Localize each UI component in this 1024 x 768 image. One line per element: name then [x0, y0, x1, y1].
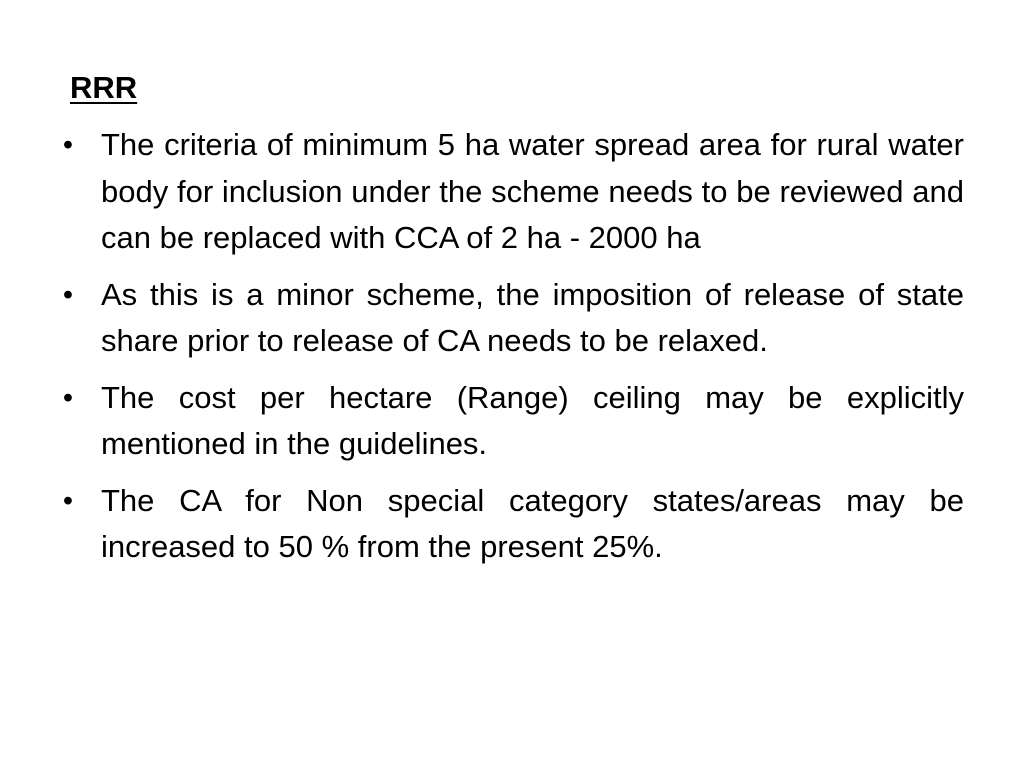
slide-heading: RRR	[70, 70, 138, 105]
bullet-icon: •	[62, 381, 74, 414]
bullet-item	[58, 375, 964, 468]
bullet-item	[58, 478, 964, 571]
bullet-text: The criteria of minimum 5 ha water spread area for rural water body for inclusion under the scheme needs to be reviewed and can be replaced with CCA of 2 ha - 2000 ha	[101, 127, 964, 255]
bullet-icon: •	[62, 129, 74, 161]
bullet-icon: •	[62, 278, 74, 311]
bullet-text: The cost per hectare (Range) ceiling may be explicitly mentioned in the guidelines.	[101, 379, 964, 461]
bullet-list	[58, 122, 964, 581]
bullet-item	[58, 272, 964, 365]
bullet-item	[58, 122, 964, 262]
bullet-text: As this is a minor scheme, the imposition of release of state share prior to release of CA needs to be relaxed.	[101, 276, 964, 358]
bullet-icon: •	[62, 484, 74, 517]
bullet-text: The CA for Non special category states/areas may be increased to 50 % from the present 25%.	[101, 482, 964, 564]
